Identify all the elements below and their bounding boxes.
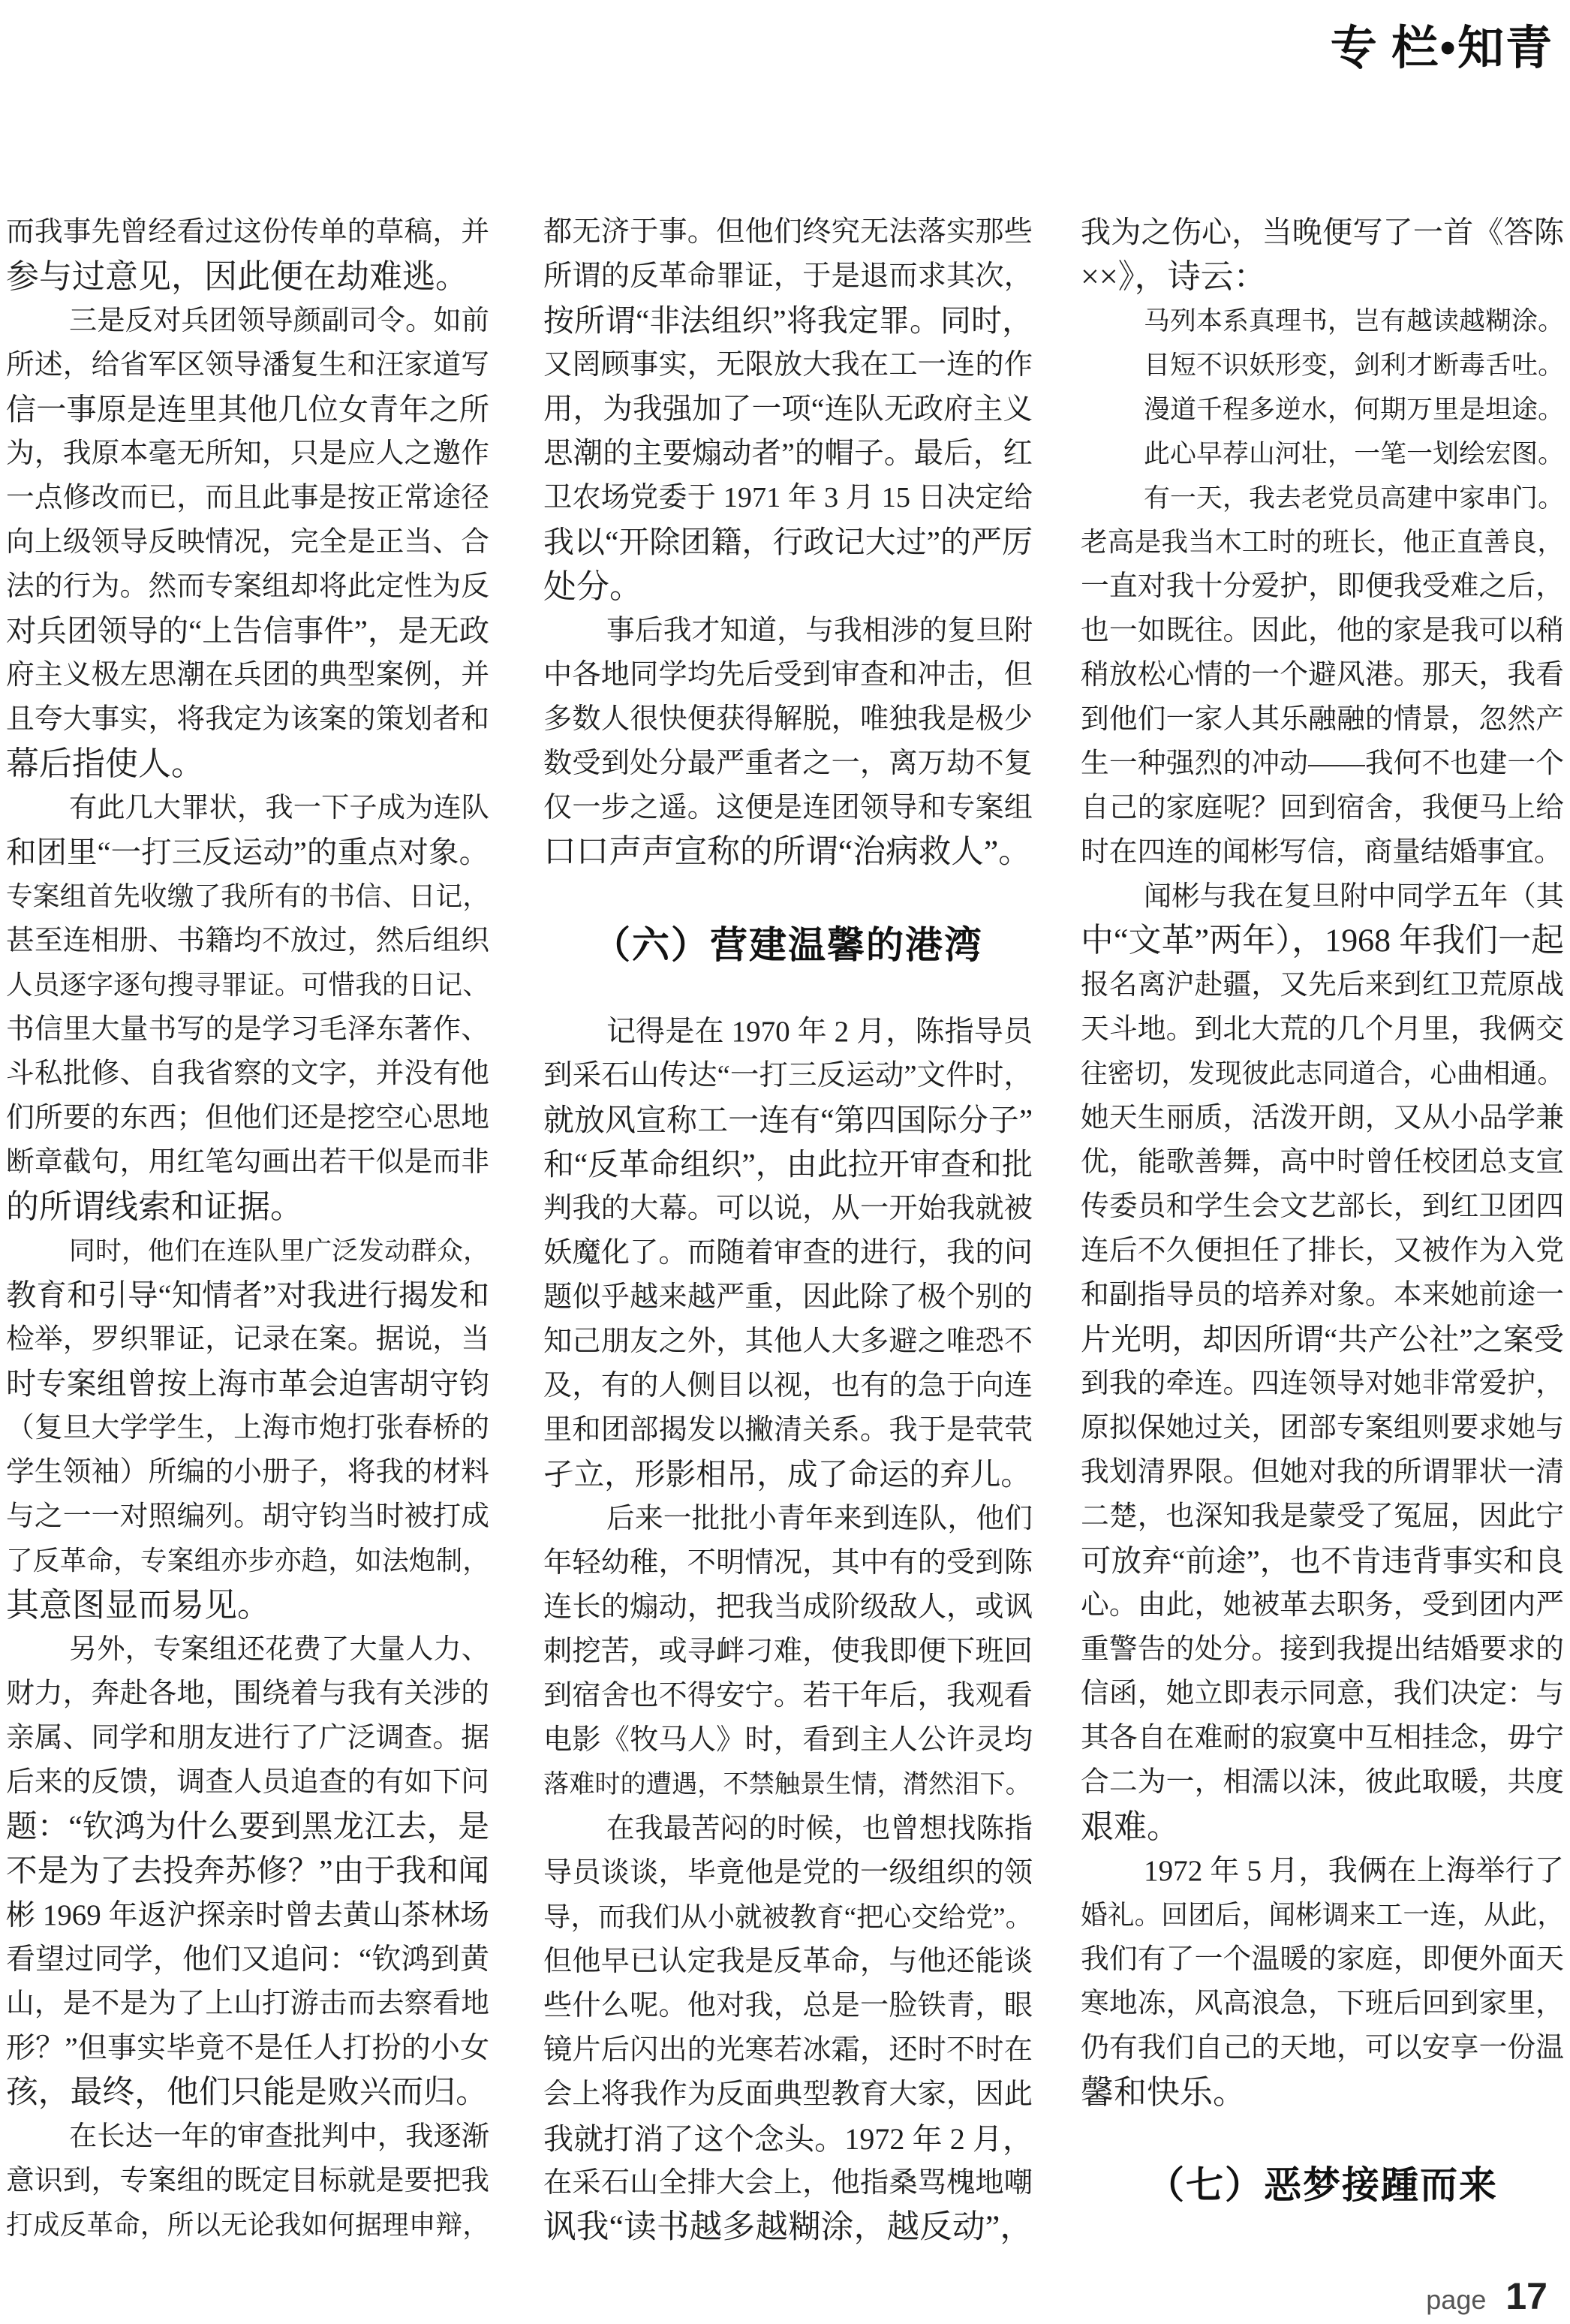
text-line: 后来的反馈，调查人员追查的有如下问 — [6, 1766, 489, 1798]
text-line: 生一种强烈的冲动——我何不也建一个 — [1081, 748, 1564, 779]
paragraph — [543, 1497, 1033, 1807]
text-line: 讽我“读书越多越糊涂，越反动”， — [543, 2209, 1033, 2245]
text-line: 我划清界限。但她对我的所谓罪状一清 — [1081, 1456, 1564, 1488]
section-header-title: 专 栏•知青 — [1330, 23, 1553, 74]
text-line: 看望过同学，他们又追问：“钦鸿到黄 — [6, 1943, 489, 1976]
paragraph — [6, 1229, 489, 1627]
poem-line: 此心早荐山河壮，一笔一划绘宏图。 — [1144, 439, 1564, 468]
article-column-3 — [1081, 210, 1564, 2250]
text-line: 重警告的处分。接到我提出结婚要求的 — [1081, 1633, 1564, 1665]
text-line: 其各自在难耐的寂寞中互相挂念，毋宁 — [1081, 1722, 1564, 1754]
poem-block — [1081, 299, 1564, 476]
section-heading: （六）营建温馨的港湾 — [593, 924, 983, 966]
text-line: 刺挖苦，或寻衅刁难，使我即便下班回 — [543, 1636, 1033, 1667]
text-line: 形？”但事实毕竟不是任人打扮的小女 — [6, 2032, 489, 2064]
text-line: 仅一步之遥。这便是连团领导和专案组 — [543, 792, 1033, 823]
text-line: 我就打消了这个念头。1972 年 2 月， — [543, 2122, 1033, 2156]
text-line: 年轻幼稚，不明情况，其中有的受到陈 — [543, 1547, 1033, 1579]
text-line: 在采石山全排大会上，他指桑骂槐地嘲 — [543, 2167, 1033, 2199]
text-line: 又罔顾事实，无限放大我在工一连的作 — [543, 349, 1033, 381]
text-line: 里和团部揭发以撇清关系。我于是茕茕 — [543, 1414, 1033, 1446]
text-line: 往密切，发现彼此志同道合，心曲相通。 — [1081, 1058, 1564, 1088]
text-line: 二楚，也深知我是蒙受了冤屈，因此宁 — [1081, 1501, 1564, 1532]
text-line: 仍有我们自己的天地，可以安享一份温 — [1081, 2032, 1564, 2064]
article-column-1 — [6, 210, 489, 2247]
text-line: 心。由此，她被革去职务，受到团内严 — [1081, 1589, 1564, 1621]
poem-line: 马列本系真理书，岂有越读越糊涂。 — [1144, 306, 1564, 336]
paragraph — [1081, 1849, 1564, 2115]
text-line: 到我的牵连。四连领导对她非常爱护， — [1081, 1368, 1564, 1399]
text-line: 知己朋友之外，其他人大多避之唯恐不 — [543, 1326, 1033, 1357]
text-line: 口口声声宣称的所谓“治病救人”。 — [543, 834, 1031, 870]
article-column-2 — [543, 210, 1033, 2250]
text-line: 信一事原是连里其他几位女青年之所 — [6, 393, 489, 426]
text-line: 稍放松心情的一个避风港。那天，我看 — [1081, 659, 1564, 691]
page-number: 17 — [1505, 2275, 1547, 2317]
text-line: 一直对我十分爱护，即便我受难之后， — [1081, 570, 1564, 602]
text-line: 孩，最终，他们只能是败兴而归。 — [6, 2075, 488, 2110]
text-line: 府主义极左思潮在兵团的典型案例，并 — [6, 659, 489, 691]
text-line: 了反革命，专案组亦步亦趋，如法炮制， — [6, 1546, 489, 1576]
text-line: 我以“开除团籍，行政记大过”的严厉 — [543, 525, 1033, 559]
text-line: 传委员和学生会文艺部长，到红卫团四 — [1081, 1191, 1564, 1222]
text-line: 中“文革”两年），1968 年我们一起 — [1081, 923, 1564, 959]
text-line: 电影《牧马人》时，看到主人公许灵均 — [543, 1724, 1033, 1756]
text-line: 甚至连相册、书籍均不放过，然后组织 — [6, 925, 489, 956]
text-line: 山，是不是为了上山打游击而去察看地 — [6, 1988, 489, 2019]
text-line: 检举，罗织罪证，记录在案。据说，当 — [6, 1323, 489, 1355]
text-line: 题似乎越来越严重，因此除了极个别的 — [543, 1281, 1033, 1313]
text-line: 有一天，我去老党员高建中家串门。 — [1144, 483, 1564, 513]
text-line: 优，能歌善舞，高中时曾任校团总支宣 — [1081, 1146, 1564, 1178]
paragraph — [6, 2115, 489, 2247]
text-line: 所谓的反革命罪证，于是退而求其次， — [543, 260, 1033, 292]
text-line: 婚礼。回团后，闻彬调来工一连，从此， — [1081, 1900, 1564, 1930]
text-line: 到采石山传达“一打三反运动”文件时， — [543, 1060, 1033, 1091]
text-line: 断章截句，用红笔勾画出若干似是而非 — [6, 1146, 489, 1178]
text-line: 不是为了去投奔苏修？”由于我和闻 — [6, 1853, 489, 1888]
poem-line: 漫道千程多逆水，何期万里是坦途。 — [1144, 395, 1564, 424]
text-line: （复旦大学学生，上海市炮打张春桥的 — [6, 1412, 489, 1443]
text-line: 孑立，形影相吊，成了命运的弃儿。 — [543, 1458, 1032, 1492]
text-line: 在我最苦闷的时候，也曾想找陈指 — [606, 1813, 1033, 1844]
text-line: 寒地冻，风高浪急，下班后回到家里， — [1081, 1988, 1564, 2019]
paragraph — [1081, 210, 1564, 299]
text-line: 和副指导员的培养对象。本来她前途一 — [1081, 1279, 1564, 1311]
page-footer — [1426, 2274, 1547, 2318]
text-line: 同时，他们在连队里广泛发动群众， — [69, 1236, 489, 1266]
text-line: 导，而我们从小就被教育“把心交给党”。 — [543, 1902, 1033, 1932]
text-line: 到他们一家人其乐融融的情景，忽然产 — [1081, 703, 1564, 735]
text-line: 及，有的人侧目以视，也有的急于向连 — [543, 1370, 1033, 1401]
text-line: 妖魔化了。而随着审查的进行，我的问 — [543, 1237, 1033, 1269]
text-line: 信函，她立即表示同意，我们决定：与 — [1081, 1678, 1564, 1709]
text-line: 处分。 — [543, 568, 642, 605]
text-line: 和“反革命组织”，由此拉开审查和批 — [543, 1148, 1033, 1182]
paragraph — [6, 299, 489, 786]
text-line: 艰难。 — [1081, 1808, 1180, 1845]
text-line: 我为之伤心，当晚便写了一首《答陈 — [1081, 215, 1564, 249]
text-line: 报名离沪赴疆，又先后来到红卫荒原战 — [1081, 969, 1564, 1001]
text-line: 落难时的遭遇，不禁触景生情，潸然泪下。 — [543, 1771, 1031, 1799]
text-line: 天斗地。到北大荒的几个月里，我俩交 — [1081, 1013, 1564, 1045]
text-line: 到宿舍也不得安宁。若干年后，我观看 — [543, 1680, 1033, 1711]
text-line: 教育和引导“知情者”对我进行揭发和 — [6, 1278, 489, 1312]
paragraph — [6, 1627, 489, 2115]
text-line: 和团里“一打三反运动”的重点对象。 — [6, 835, 489, 869]
text-line: 向上级领导反映情况，完全是正当、合 — [6, 526, 489, 558]
text-line: 也一如既往。因此，他的家是我可以稍 — [1081, 615, 1564, 646]
text-line: 就放风宣称工一连有“第四国际分子” — [543, 1103, 1033, 1137]
paragraph — [6, 210, 489, 299]
text-line: 卫农场党委于 1971 年 3 月 15 日决定给 — [543, 482, 1033, 513]
text-line: 思潮的主要煽动者”的帽子。最后，红 — [543, 437, 1033, 470]
text-line: 而我事先曾经看过这份传单的草稿，并 — [6, 216, 489, 248]
text-line: 数受到处分最严重者之一，离万劫不复 — [543, 748, 1033, 779]
text-line: 斗私批修、自我省察的文字，并没有他 — [6, 1058, 489, 1089]
text-line: 按所谓“非法组织”将我定罪。同时， — [543, 304, 1033, 338]
text-line: 的所谓线索和证据。 — [6, 1188, 303, 1225]
text-line: 时在四连的闻彬写信，商量结婚事宜。 — [1081, 836, 1562, 868]
text-line: 原拟保她过关，团部专案组则要求她与 — [1081, 1412, 1564, 1443]
text-line: 可放弃“前途”，也不肯违背事实和良 — [1081, 1544, 1564, 1578]
text-line: 老高是我当木工时的班长，他正直善良， — [1081, 527, 1564, 557]
text-line: 会上将我作为反面典型教育大家，因此 — [543, 2079, 1033, 2110]
text-line: 们所要的东西；但他们还是挖空心思地 — [6, 1102, 489, 1133]
text-line: 自己的家庭呢？回到宿舍，我便马上给 — [1081, 792, 1564, 823]
paragraph — [543, 1010, 1033, 1497]
text-line: 片光明，却因所谓“共产公社”之案受 — [1081, 1323, 1564, 1356]
text-line: 为，我原本毫无所知，只是应人之邀作 — [6, 438, 489, 469]
paragraph — [543, 210, 1033, 609]
text-line: 都无济于事。但他们终究无法落实那些 — [543, 216, 1033, 248]
text-line: 一点修改而已，而且此事是按正常途径 — [6, 482, 489, 513]
text-line: 与之一一对照编列。胡守钧当时被打成 — [6, 1501, 489, 1532]
text-line: 我们有了一个温暖的家庭，即便外面天 — [1081, 1943, 1564, 1975]
text-line: 在长达一年的审查批判中，我逐渐 — [69, 2121, 489, 2152]
paragraph — [6, 786, 489, 1229]
text-line: 镜片后闪出的光寒若冰霜，还时不时在 — [543, 2034, 1033, 2066]
text-line: 对兵团领导的“上告信事件”，是无政 — [6, 614, 489, 648]
paragraph — [1081, 476, 1564, 875]
text-line: 有此几大罪状，我一下子成为连队 — [69, 793, 489, 823]
text-line: 且夸大事实，将我定为该案的策划者和 — [6, 703, 489, 735]
text-line: 另外，专案组还花费了大量人力、 — [69, 1634, 489, 1665]
text-line: 参与过意见，因此便在劫难逃。 — [6, 258, 468, 295]
text-line: 但他早已认定我是反革命，与他还能谈 — [543, 1946, 1033, 1977]
paragraph — [543, 1807, 1033, 2250]
text-line: 中各地同学均先后受到审查和冲击，但 — [543, 659, 1033, 691]
poem-line: 目短不识妖形变，剑利才断毒舌吐。 — [1144, 351, 1564, 380]
text-line: 事后我才知道，与我相涉的复旦附 — [606, 615, 1033, 646]
text-line: 判我的大幕。可以说，从一开始我就被 — [543, 1193, 1033, 1224]
text-line: 幕后指使人。 — [6, 745, 204, 782]
text-line: 闻彬与我在复旦附中同学五年（其 — [1144, 881, 1564, 912]
text-line: ××》，诗云： — [1081, 258, 1267, 295]
text-line: 打成反革命，所以无论我如何据理申辩， — [6, 2210, 489, 2240]
text-line: 专案组首先收缴了我所有的书信、日记， — [6, 881, 489, 911]
paragraph — [543, 609, 1033, 875]
text-line: 她天生丽质，活泼开朗，又从小品学兼 — [1081, 1102, 1564, 1133]
text-line: 亲属、同学和朋友进行了广泛调查。据 — [6, 1722, 489, 1754]
text-line: 所述，给省军区领导潘复生和汪家道写 — [6, 349, 489, 381]
text-line: 书信里大量书写的是学习毛泽东著作、 — [6, 1013, 489, 1045]
text-line: 彬 1969 年返沪探亲时曾去黄山茶林场 — [6, 1899, 489, 1931]
text-line: 法的行为。然而专案组却将此定性为反 — [6, 570, 489, 602]
text-line: 馨和快乐。 — [1081, 2074, 1246, 2111]
paragraph — [1081, 875, 1564, 1849]
text-line: 多数人很快便获得解脱，唯独我是极少 — [543, 703, 1033, 735]
text-line: 后来一批批小青年来到连队，他们 — [606, 1503, 1033, 1534]
text-line: 用，为我强加了一项“连队无政府主义 — [543, 393, 1033, 426]
text-line: 连后不久便担任了排长，又被作为入党 — [1081, 1235, 1564, 1266]
text-line: 题：“钦鸿为什么要到黑龙江去，是 — [6, 1809, 489, 1844]
page-label: page — [1426, 2284, 1487, 2315]
section-heading: （七）恶梦接踵而来 — [1147, 2164, 1498, 2206]
text-line: 财力，奔赴各地，围绕着与我有关涉的 — [6, 1678, 489, 1709]
text-line: 1972 年 5 月，我俩在上海举行了 — [1144, 1855, 1564, 1887]
text-line: 时专案组曾按上海市革会迫害胡守钧 — [6, 1367, 489, 1401]
text-line: 其意图显而易见。 — [6, 1587, 270, 1624]
text-line: 三是反对兵团领导颜副司令。如前 — [69, 306, 489, 336]
text-line: 人员逐字逐句搜寻罪证。可惜我的日记、 — [6, 970, 489, 1000]
text-line: 学生领袖）所编的小册子，将我的材料 — [6, 1456, 489, 1488]
text-line: 记得是在 1970 年 2 月，陈指导员 — [606, 1016, 1033, 1048]
text-line: 合二为一，相濡以沫，彼此取暖，共度 — [1081, 1766, 1564, 1798]
text-line: 导员谈谈，毕竟他是党的一级组织的领 — [543, 1857, 1033, 1889]
text-line: 些什么呢。他对我，总是一脸铁青，眼 — [543, 1990, 1033, 2021]
text-line: 连长的煽动，把我当成阶级敌人，或讽 — [543, 1591, 1033, 1623]
text-line: 意识到，专案组的既定目标就是要把我 — [6, 2165, 489, 2196]
